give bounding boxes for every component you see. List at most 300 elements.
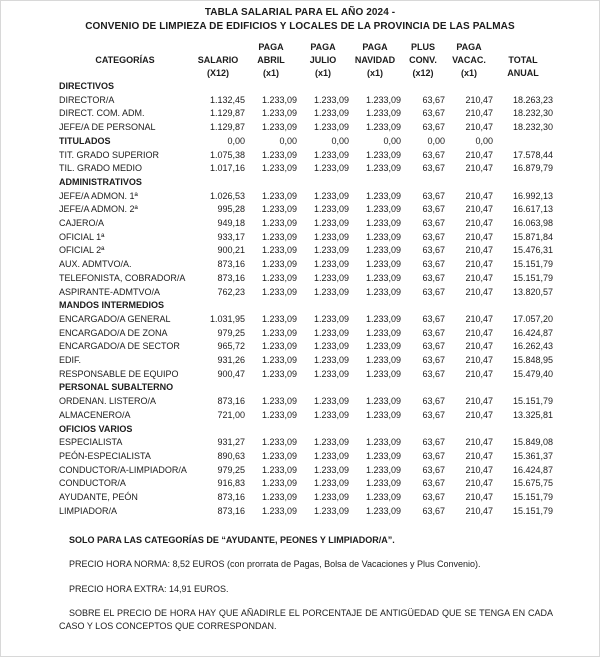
- value-cell: 1.233,09: [261, 355, 297, 366]
- value-cell: 1.233,09: [261, 396, 297, 407]
- column-header-line: JULIO: [309, 55, 337, 65]
- value-cell: 63,67: [422, 163, 445, 174]
- salary-table-header: [59, 41, 553, 80]
- value-cell: 210,47: [465, 313, 493, 324]
- value-cell: 1.233,09: [365, 478, 401, 489]
- value-cell: 1.233,09: [261, 108, 297, 119]
- value-cell: 1.031,95: [209, 313, 245, 324]
- column-header-line: PLUS: [410, 42, 435, 52]
- value-cell: 931,27: [217, 437, 245, 448]
- value-cell: 17.057,20: [512, 313, 553, 324]
- value-cell: 0,00: [331, 135, 349, 146]
- column-header: [349, 41, 401, 80]
- value-cell: 210,47: [465, 245, 493, 256]
- value-cell: 1.233,09: [261, 245, 297, 256]
- value-cell: 900,21: [217, 245, 245, 256]
- value-cell: 762,23: [217, 286, 245, 297]
- category-label: AUX. ADMTVO/A.: [59, 259, 132, 270]
- value-cell: 1.233,09: [313, 190, 349, 201]
- table-row: [59, 436, 553, 450]
- column-header: [493, 41, 553, 80]
- value-cell: 1.233,09: [365, 341, 401, 352]
- value-cell: [245, 299, 297, 313]
- table-row: [59, 477, 553, 491]
- value-cell: [297, 80, 349, 94]
- value-cell: 1.233,09: [313, 464, 349, 475]
- table-row: [59, 149, 553, 163]
- column-header-line: PAGA: [258, 42, 284, 52]
- value-cell: 63,67: [422, 259, 445, 270]
- value-cell: 210,47: [465, 108, 493, 119]
- column-header: [445, 41, 493, 80]
- value-cell: 1.233,09: [365, 149, 401, 160]
- value-cell: 0,00: [227, 135, 245, 146]
- value-cell: 16.262,43: [512, 341, 553, 352]
- value-cell: [493, 80, 553, 94]
- table-row: [59, 231, 553, 245]
- value-cell: 1.233,09: [313, 492, 349, 503]
- category-label: OFICIOS VARIOS: [59, 423, 133, 434]
- value-cell: 1.233,09: [365, 190, 401, 201]
- title-line-2: CONVENIO DE LIMPIEZA DE EDIFICIOS Y LOCALES DE LA PROVINCIA DE LAS PALMAS: [85, 20, 515, 32]
- table-row: [59, 107, 553, 121]
- column-header-line: PAGA: [456, 42, 482, 52]
- value-cell: 890,63: [217, 450, 245, 461]
- table-row: [59, 94, 553, 108]
- value-cell: 1.233,09: [313, 396, 349, 407]
- column-header-line: (x1): [262, 68, 279, 78]
- value-cell: 1.233,09: [261, 149, 297, 160]
- category-label: DIRECTIVOS: [59, 81, 115, 91]
- value-cell: 63,67: [422, 355, 445, 366]
- value-cell: 1.233,09: [365, 218, 401, 229]
- value-cell: 210,47: [465, 492, 493, 503]
- value-cell: [445, 80, 493, 94]
- value-cell: [297, 176, 349, 190]
- table-row: [59, 340, 553, 354]
- value-cell: 15.151,79: [512, 492, 553, 503]
- category-label: PEÓN-ESPECIALISTA: [59, 450, 151, 461]
- category-label: JEFE/A ADMON. 2ª: [59, 204, 138, 215]
- value-cell: 15.151,79: [512, 505, 553, 516]
- table-row: [59, 258, 553, 272]
- value-cell: 1.233,09: [261, 190, 297, 201]
- value-cell: 1.233,09: [365, 313, 401, 324]
- value-cell: 1.233,09: [261, 478, 297, 489]
- value-cell: 0,00: [279, 135, 297, 146]
- category-label: LIMPIADOR/A: [59, 505, 118, 516]
- value-cell: 1.233,09: [313, 505, 349, 516]
- value-cell: 63,67: [422, 478, 445, 489]
- value-cell: 965,72: [217, 341, 245, 352]
- value-cell: 1.233,09: [365, 409, 401, 420]
- value-cell: 1.233,09: [261, 450, 297, 461]
- value-cell: 210,47: [465, 341, 493, 352]
- value-cell: 210,47: [465, 190, 493, 201]
- value-cell: 1.233,09: [313, 368, 349, 379]
- value-cell: 1.233,09: [313, 327, 349, 338]
- value-cell: [401, 381, 445, 395]
- value-cell: 16.063,98: [512, 218, 553, 229]
- value-cell: 1.233,09: [365, 505, 401, 516]
- table-row: [59, 395, 553, 409]
- value-cell: 63,67: [422, 505, 445, 516]
- value-cell: [445, 176, 493, 190]
- value-cell: 1.233,09: [365, 272, 401, 283]
- category-label: TITULADOS: [59, 135, 111, 146]
- value-cell: 63,67: [422, 313, 445, 324]
- category-label: OFICIAL 1ª: [59, 231, 105, 242]
- table-row: [59, 244, 553, 258]
- value-cell: 63,67: [422, 149, 445, 160]
- value-cell: 1.233,09: [261, 464, 297, 475]
- category-label: JEFE/A ADMON. 1ª: [59, 190, 138, 201]
- value-cell: [493, 135, 553, 149]
- value-cell: [245, 423, 297, 437]
- value-cell: 17.578,44: [512, 149, 553, 160]
- table-row: [59, 217, 553, 231]
- section-row: [59, 299, 553, 313]
- column-header-line: TOTAL: [508, 55, 538, 65]
- value-cell: 873,16: [217, 492, 245, 503]
- value-cell: 210,47: [465, 259, 493, 270]
- value-cell: 1.233,09: [365, 492, 401, 503]
- value-cell: [349, 381, 401, 395]
- value-cell: 873,16: [217, 272, 245, 283]
- column-header: [59, 41, 191, 80]
- category-label: CONDUCTOR/A-LIMPIADOR/A: [59, 464, 187, 475]
- value-cell: [445, 381, 493, 395]
- value-cell: 1.233,09: [365, 355, 401, 366]
- value-cell: 1.233,09: [261, 259, 297, 270]
- column-header-line: (x1): [460, 68, 477, 78]
- value-cell: 0,00: [383, 135, 401, 146]
- value-cell: 900,47: [217, 368, 245, 379]
- column-header-line: (x1): [314, 68, 331, 78]
- category-label: EDIF.: [59, 355, 82, 366]
- value-cell: 15.476,31: [512, 245, 553, 256]
- value-cell: [297, 423, 349, 437]
- table-row: [59, 203, 553, 217]
- table-row: [59, 272, 553, 286]
- value-cell: 1.233,09: [365, 94, 401, 105]
- value-cell: 1.233,09: [313, 245, 349, 256]
- value-cell: 1.233,09: [365, 368, 401, 379]
- value-cell: [245, 176, 297, 190]
- value-cell: [191, 299, 245, 313]
- value-cell: 15.675,75: [512, 478, 553, 489]
- value-cell: 1.233,09: [365, 108, 401, 119]
- salary-table: [59, 41, 553, 519]
- column-header-line: [493, 41, 553, 54]
- value-cell: [401, 80, 445, 94]
- value-cell: 63,67: [422, 231, 445, 242]
- value-cell: 63,67: [422, 190, 445, 201]
- value-cell: 1.233,09: [261, 327, 297, 338]
- value-cell: 1.233,09: [313, 231, 349, 242]
- column-header: [297, 41, 349, 80]
- note-only-categories: SOLO PARA LAS CATEGORÍAS DE “AYUDANTE, PEONES Y LIMPIADOR/A”.: [69, 534, 395, 545]
- value-cell: 63,67: [422, 286, 445, 297]
- value-cell: 210,47: [465, 437, 493, 448]
- value-cell: [191, 80, 245, 94]
- value-cell: 1.233,09: [261, 505, 297, 516]
- value-cell: 15.849,08: [512, 437, 553, 448]
- category-label: ENCARGADO/A GENERAL: [59, 313, 171, 324]
- table-row: [59, 464, 553, 478]
- value-cell: 1.233,09: [261, 437, 297, 448]
- note-hora-extra: PRECIO HORA EXTRA: 14,91 EUROS.: [69, 583, 229, 594]
- value-cell: 1.233,09: [365, 437, 401, 448]
- value-cell: 63,67: [422, 204, 445, 215]
- table-row: [59, 354, 553, 368]
- value-cell: [245, 381, 297, 395]
- column-header-line: ANUAL: [507, 68, 539, 78]
- column-header-line: [59, 67, 191, 80]
- table-row: [59, 450, 553, 464]
- category-label: ASPIRANTE-ADMTVO/A: [59, 286, 161, 297]
- value-cell: 1.233,09: [313, 94, 349, 105]
- value-cell: [493, 176, 553, 190]
- section-row: [59, 135, 553, 149]
- value-cell: [493, 381, 553, 395]
- table-row: [59, 505, 553, 519]
- value-cell: 15.361,37: [512, 450, 553, 461]
- footnotes: [59, 534, 553, 634]
- value-cell: 873,16: [217, 259, 245, 270]
- value-cell: 1.129,87: [209, 122, 245, 133]
- value-cell: 210,47: [465, 450, 493, 461]
- title-line-1: TABLA SALARIAL PARA EL AÑO 2024 -: [204, 7, 396, 18]
- value-cell: 1.233,09: [261, 341, 297, 352]
- value-cell: 1.233,09: [313, 149, 349, 160]
- category-label: JEFE/A DE PERSONAL: [59, 122, 156, 133]
- value-cell: 995,28: [217, 204, 245, 215]
- value-cell: [297, 381, 349, 395]
- value-cell: 1.075,38: [209, 149, 245, 160]
- category-label: ADMINISTRATIVOS: [59, 176, 142, 187]
- value-cell: 1.233,09: [313, 272, 349, 283]
- value-cell: 1.233,09: [365, 464, 401, 475]
- value-cell: [191, 423, 245, 437]
- table-row: [59, 162, 553, 176]
- value-cell: 1.132,45: [209, 94, 245, 105]
- value-cell: 16.617,13: [512, 204, 553, 215]
- value-cell: 63,67: [422, 245, 445, 256]
- value-cell: 1.233,09: [313, 259, 349, 270]
- value-cell: [401, 299, 445, 313]
- column-header: [245, 41, 297, 80]
- value-cell: 1.233,09: [313, 478, 349, 489]
- value-cell: [445, 423, 493, 437]
- value-cell: 1.233,09: [313, 122, 349, 133]
- value-cell: 63,67: [422, 409, 445, 420]
- value-cell: [401, 176, 445, 190]
- column-header: [401, 41, 445, 80]
- category-label: DIRECTOR/A: [59, 94, 115, 105]
- value-cell: 1.233,09: [313, 163, 349, 174]
- table-row: [59, 368, 553, 382]
- value-cell: 63,67: [422, 341, 445, 352]
- value-cell: 1.233,09: [313, 204, 349, 215]
- column-header-line: VACAC.: [452, 55, 486, 65]
- value-cell: 1.233,09: [365, 163, 401, 174]
- note-antiguedad: SOBRE EL PRECIO DE HORA HAY QUE AÑADIRLE EL PORCENTAJE DE ANTIGÜEDAD QUE SE TENGA EN CADA CASO Y LOS CONCEPTOS QUE CORRESPONDAN.: [59, 608, 553, 631]
- value-cell: [191, 381, 245, 395]
- value-cell: 210,47: [465, 327, 493, 338]
- table-row: [59, 190, 553, 204]
- value-cell: 1.233,09: [313, 218, 349, 229]
- value-cell: 1.026,53: [209, 190, 245, 201]
- value-cell: 18.263,23: [512, 94, 553, 105]
- value-cell: 1.233,09: [365, 259, 401, 270]
- value-cell: 210,47: [465, 163, 493, 174]
- value-cell: 931,26: [217, 355, 245, 366]
- value-cell: [191, 176, 245, 190]
- value-cell: 979,25: [217, 464, 245, 475]
- value-cell: 13.325,81: [512, 409, 553, 420]
- value-cell: 63,67: [422, 492, 445, 503]
- value-cell: 1.233,09: [261, 272, 297, 283]
- section-row: [59, 381, 553, 395]
- value-cell: 63,67: [422, 464, 445, 475]
- category-label: ESPECIALISTA: [59, 437, 123, 448]
- header-row: [59, 41, 553, 80]
- column-header-line: NAVIDAD: [354, 55, 396, 65]
- value-cell: 1.233,09: [313, 355, 349, 366]
- value-cell: 210,47: [465, 286, 493, 297]
- value-cell: 210,47: [465, 272, 493, 283]
- value-cell: 979,25: [217, 327, 245, 338]
- value-cell: 1.233,09: [365, 231, 401, 242]
- value-cell: 210,47: [465, 204, 493, 215]
- value-cell: 1.233,09: [261, 409, 297, 420]
- value-cell: 63,67: [422, 108, 445, 119]
- value-cell: 1.233,09: [365, 286, 401, 297]
- value-cell: [445, 299, 493, 313]
- value-cell: 1.233,09: [313, 450, 349, 461]
- value-cell: 210,47: [465, 368, 493, 379]
- column-header-line: CATEGORÍAS: [95, 55, 155, 65]
- category-label: OFICIAL 2ª: [59, 245, 105, 256]
- document-title: [1, 6, 599, 33]
- column-header-line: CONV.: [409, 55, 437, 65]
- value-cell: 1.233,09: [261, 313, 297, 324]
- table-row: [59, 409, 553, 423]
- category-label: ENCARGADO/A DE ZONA: [59, 327, 168, 338]
- column-header-line: (x1): [366, 68, 383, 78]
- category-label: RESPONSABLE DE EQUIPO: [59, 368, 179, 379]
- value-cell: 210,47: [465, 122, 493, 133]
- value-cell: 210,47: [465, 94, 493, 105]
- value-cell: 1.233,09: [261, 94, 297, 105]
- column-header-line: (X12): [206, 68, 229, 78]
- value-cell: [349, 299, 401, 313]
- value-cell: [349, 80, 401, 94]
- column-header-line: [191, 41, 245, 54]
- value-cell: [349, 176, 401, 190]
- value-cell: 1.233,09: [261, 122, 297, 133]
- value-cell: 916,83: [217, 478, 245, 489]
- category-label: MANDOS INTERMEDIOS: [59, 300, 165, 311]
- column-header-line: ABRIL: [257, 55, 285, 65]
- value-cell: 873,16: [217, 396, 245, 407]
- value-cell: 15.848,95: [512, 355, 553, 366]
- value-cell: 63,67: [422, 272, 445, 283]
- table-row: [59, 286, 553, 300]
- category-label: PERSONAL SUBALTERNO: [59, 382, 174, 393]
- note-hora-normal: PRECIO HORA NORMA: 8,52 EUROS (con prorrata de Pagas, Bolsa de Vacaciones y Plus Convenio).: [69, 559, 481, 569]
- category-label: AYUDANTE, PEÓN: [59, 492, 138, 503]
- table-row: [59, 491, 553, 505]
- value-cell: 210,47: [465, 355, 493, 366]
- value-cell: 63,67: [422, 218, 445, 229]
- value-cell: [297, 299, 349, 313]
- value-cell: 1.233,09: [261, 163, 297, 174]
- value-cell: 1.233,09: [261, 204, 297, 215]
- value-cell: [349, 423, 401, 437]
- value-cell: 1.233,09: [261, 286, 297, 297]
- value-cell: 16.992,13: [512, 190, 553, 201]
- value-cell: 1.233,09: [365, 122, 401, 133]
- value-cell: 16.424,87: [512, 464, 553, 475]
- column-header-line: PAGA: [362, 42, 388, 52]
- value-cell: 210,47: [465, 149, 493, 160]
- value-cell: 13.820,57: [512, 286, 553, 297]
- category-label: CONDUCTOR/A: [59, 478, 126, 489]
- category-label: ENCARGADO/A DE SECTOR: [59, 341, 180, 352]
- column-header-line: [59, 41, 191, 54]
- value-cell: 1.233,09: [365, 450, 401, 461]
- value-cell: 15.151,79: [512, 259, 553, 270]
- value-cell: 1.233,09: [261, 368, 297, 379]
- column-header-line: SALARIO: [197, 55, 239, 65]
- value-cell: 63,67: [422, 396, 445, 407]
- value-cell: 210,47: [465, 409, 493, 420]
- value-cell: 63,67: [422, 437, 445, 448]
- value-cell: 16.424,87: [512, 327, 553, 338]
- value-cell: 63,67: [422, 450, 445, 461]
- value-cell: [493, 299, 553, 313]
- value-cell: [245, 80, 297, 94]
- value-cell: 63,67: [422, 327, 445, 338]
- value-cell: [401, 423, 445, 437]
- column-header-line: (x12): [412, 68, 434, 78]
- category-label: TIT. GRADO SUPERIOR: [59, 149, 160, 160]
- section-row: [59, 80, 553, 94]
- value-cell: 1.233,09: [365, 245, 401, 256]
- section-row: [59, 423, 553, 437]
- value-cell: 1.233,09: [261, 218, 297, 229]
- category-label: CAJERO/A: [59, 218, 105, 229]
- value-cell: 210,47: [465, 231, 493, 242]
- value-cell: 873,16: [217, 505, 245, 516]
- value-cell: 63,67: [422, 368, 445, 379]
- value-cell: 210,47: [465, 396, 493, 407]
- table-row: [59, 313, 553, 327]
- category-label: ORDENAN. LISTERO/A: [59, 396, 157, 407]
- value-cell: [493, 423, 553, 437]
- category-label: TELEFONISTA, COBRADOR/A: [59, 272, 186, 283]
- value-cell: 63,67: [422, 94, 445, 105]
- category-label: DIRECT. COM. ADM.: [59, 108, 145, 119]
- salary-table-body: [59, 80, 553, 519]
- value-cell: 1.233,09: [365, 396, 401, 407]
- value-cell: 210,47: [465, 218, 493, 229]
- value-cell: 63,67: [422, 122, 445, 133]
- value-cell: 15.151,79: [512, 396, 553, 407]
- value-cell: 1.233,09: [313, 108, 349, 119]
